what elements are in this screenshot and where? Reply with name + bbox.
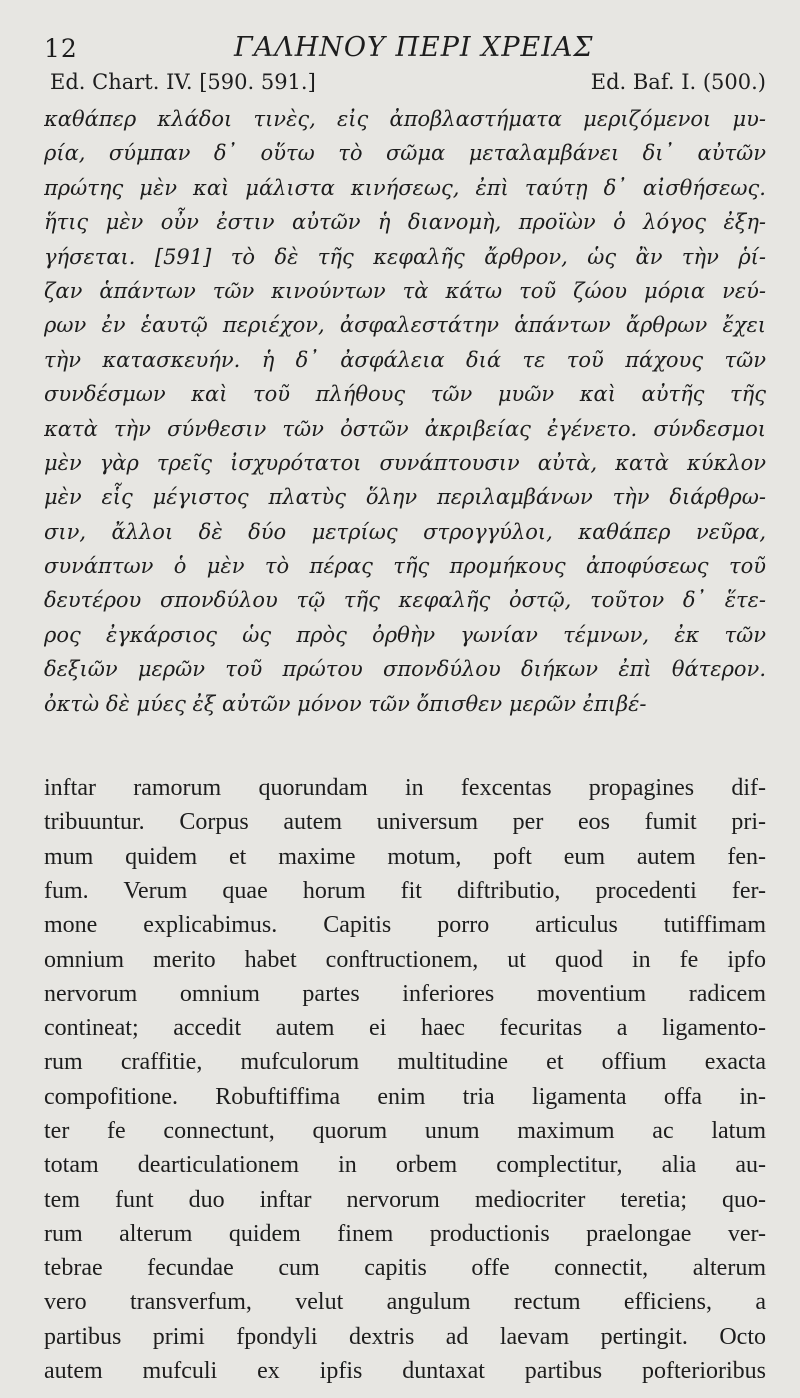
latin-line: rum craffitie, mufculorum multitudine et offium exacta — [44, 1049, 766, 1076]
greek-line: ρία, σύμπαν δ᾽ οὕτω τὸ σῶμα μεταλαμβάνει δι᾽ αὐτῶν — [44, 141, 766, 166]
latin-line: omnium merito habet conftructionem, ut quod in fe ipfo — [44, 946, 766, 973]
latin-line: fum. Verum quae horum fit diftributio, procedenti fer- — [44, 877, 766, 904]
latin-line: compofitione. Robuftiffima enim tria ligamenta offa in- — [44, 1083, 766, 1110]
latin-translation — [44, 771, 766, 1388]
latin-line: totam dearticulationem in orbem complectitur, alia au- — [44, 1152, 766, 1179]
greek-line: μὲν γὰρ τρεῖς ἰσχυρότατοι συνάπτουσιν αὐτὰ, κατὰ κύκλον — [44, 450, 766, 475]
latin-line: tem funt duo inftar nervorum mediocriter teretia; quo- — [44, 1186, 766, 1213]
page-header — [44, 28, 766, 68]
page-number: 12 — [44, 34, 78, 63]
latin-line: tribuuntur. Corpus autem universum per eos fumit pri- — [44, 809, 766, 836]
greek-line: καθάπερ κλάδοι τινὲς, εἰς ἀποβλαστήματα μεριζόμενοι μυ- — [44, 107, 766, 131]
greek-line: δευτέρου σπονδύλου τῷ τῆς κεφαλῆς ὀστῷ, τοῦτον δ᾽ ἕτε- — [44, 588, 766, 613]
greek-line: ρων ἐν ἑαυτῷ περιέχον, ἀσφαλεστάτην ἁπάντων ἄρθρων ἔχει — [44, 313, 766, 338]
greek-line: συνάπτων ὁ μὲν τὸ πέρας τῆς προμήκους ἀποφύσεως τοῦ — [44, 554, 766, 579]
latin-line: rum alterum quidem finem productionis praelongae ver- — [44, 1220, 766, 1247]
greek-line: τὴν κατασκευήν. ἡ δ᾽ ἀσφάλεια διά τε τοῦ πάχους τῶν — [44, 347, 766, 372]
greek-line: πρώτης μὲν καὶ μάλιστα κινήσεως, ἐπὶ ταύτῃ δ᾽ αἰσθήσεως. — [44, 175, 766, 200]
greek-line: ρος ἐγκάρσιος ὡς πρὸς ὀρθὴν γωνίαν τέμνων, ἐκ τῶν — [44, 622, 766, 647]
latin-line: autem mufculi ex ipfis duntaxat partibus pofterioribus — [44, 1358, 766, 1385]
greek-line: κατὰ τὴν σύνθεσιν τῶν ὀστῶν ἀκριβείας ἐγένετο. σύνδεσμοι — [44, 416, 766, 441]
greek-line: σιν, ἄλλοι δὲ δύο μετρίως στρογγύλοι, καθάπερ νεῦρα, — [44, 519, 766, 544]
greek-line: συνδέσμων καὶ τοῦ πλήθους τῶν μυῶν καὶ αὐτῆς τῆς — [44, 382, 766, 407]
latin-line: vero transverfum, velut angulum rectum efficiens, a — [44, 1289, 766, 1316]
latin-line: inftar ramorum quorundam in fexcentas propagines dif- — [44, 775, 766, 802]
latin-line: mone explicabimus. Capitis porro articulus tutiffimam — [44, 912, 766, 939]
latin-line: ter fe connectunt, quorum unum maximum ac latum — [44, 1118, 766, 1144]
latin-line: partibus primi fpondyli dextris ad laevam pertingit. Octo — [44, 1323, 766, 1350]
latin-line: nervorum omnium partes inferiores moventium radicem — [44, 980, 766, 1007]
edition-reference-basel: Ed. Baf. I. (500.) — [590, 70, 766, 94]
greek-line: ὀκτὼ δὲ μύες ἐξ αὐτῶν μόνον τῶν ὄπισθεν μερῶν ἐπιβέ- — [44, 691, 647, 716]
running-title: ΓΑΛΗΝΟΥ ΠΕΡΙ ΧΡΕΙΑΣ — [234, 32, 594, 63]
greek-line: ἥτις μὲν οὖν ἐστιν αὐτῶν ἡ διανομὴ, προϊὼν ὁ λόγος ἐξη- — [44, 210, 766, 235]
edition-references — [44, 68, 766, 100]
edition-reference-chartier: Ed. Chart. IV. [590. 591.] — [50, 70, 316, 94]
latin-line: tebrae fecundae cum capitis offe connectit, alterum — [44, 1255, 766, 1282]
greek-line: γήσεται. [591] τὸ δὲ τῆς κεφαλῆς ἄρθρον, ὡς ἂν τὴν ῥί- — [44, 244, 766, 269]
latin-line: contineat; accedit autem ei haec fecuritas a ligamento- — [44, 1015, 766, 1042]
greek-line: δεξιῶν μερῶν τοῦ πρώτου σπονδύλου διήκων ἐπὶ θάτερον. — [44, 657, 766, 682]
greek-line: μὲν εἷς μέγιστος πλατὺς ὅλην περιλαμβάνων τὴν διάρθρω- — [44, 485, 766, 510]
greek-text — [44, 102, 766, 721]
latin-line: mum quidem et maxime motum, poft eum autem fen- — [44, 843, 766, 870]
greek-line: ζαν ἁπάντων τῶν κινούντων τὰ κάτω τοῦ ζώου μόρια νεύ- — [44, 278, 766, 303]
